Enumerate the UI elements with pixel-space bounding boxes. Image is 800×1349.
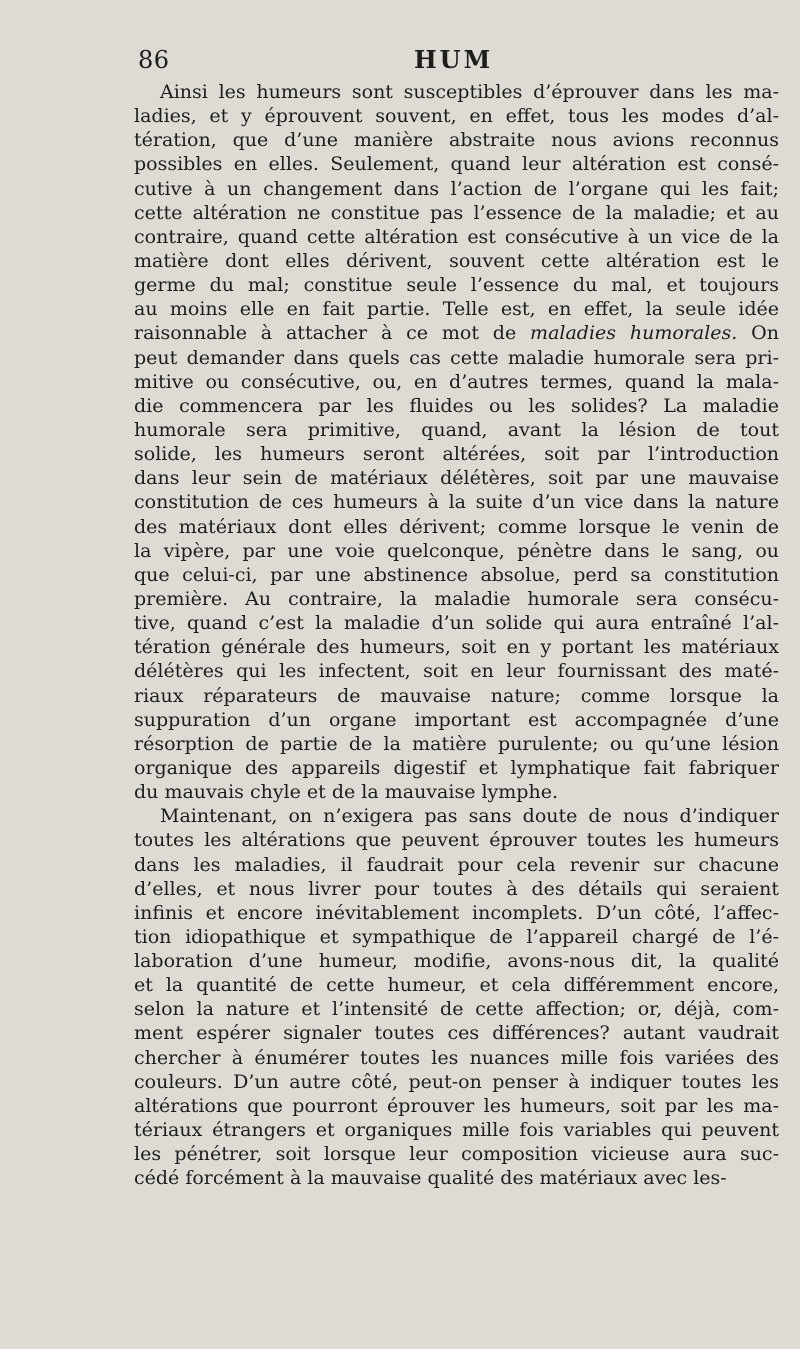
text-line: tération, que d’une manière abstraite nous avions reconnus	[134, 129, 779, 152]
paragraph	[134, 80, 779, 804]
text-line: germe du mal; constitue seule l’essence du mal, et toujours	[134, 274, 779, 297]
text-line: les pénétrer, soit lorsque leur composition vicieuse aura suc-	[134, 1143, 779, 1166]
text-line: d’elles, et nous livrer pour toutes à des détails qui seraient	[134, 877, 779, 900]
text-line: organique des appareils digestif et lymphatique fait fabriquer	[134, 756, 779, 779]
text-line: cutive à un changement dans l’action de l’organe qui les fait;	[134, 177, 779, 200]
text-line: couleurs. D’un autre côté, peut-on penser à indiquer toutes les	[134, 1070, 779, 1093]
text-line: matière dont elles dérivent, souvent cette altération est le	[134, 249, 779, 272]
text-line: cédé forcément à la mauvaise qualité des matériaux avec les-	[134, 1167, 727, 1190]
text-line: toutes les altérations que peuvent éprouver toutes les humeurs	[134, 829, 779, 852]
text-line: cette altération ne constitue pas l’essence de la maladie; et au	[134, 201, 779, 224]
text-line: raisonnable à attacher à ce mot de maladies humorales. On	[134, 322, 779, 345]
text-line: Maintenant, on n’exigera pas sans doute de nous d’indiquer	[160, 805, 779, 828]
text-line: peut demander dans quels cas cette maladie humorale sera pri-	[134, 346, 779, 369]
text-line: des matériaux dont elles dérivent; comme lorsque le venin de	[134, 515, 779, 538]
text-line: la vipère, par une voie quelconque, pénètre dans le sang, ou	[134, 539, 779, 562]
text-line: riaux réparateurs de mauvaise nature; comme lorsque la	[134, 684, 779, 707]
text-line: ladies, et y éprouvent souvent, en effet, tous les modes d’al-	[134, 105, 779, 128]
text-line: dans leur sein de matériaux délétères, soit par une mauvaise	[134, 467, 779, 490]
body-text	[134, 80, 779, 1190]
text-line: et la quantité de cette humeur, et cela différemment encore,	[134, 974, 779, 997]
text-line: du mauvais chyle et de la mauvaise lymphe.	[134, 781, 558, 804]
text-line: résorption de partie de la matière purulente; ou qu’une lésion	[134, 732, 779, 755]
page-number: 86	[138, 46, 170, 74]
text-line: délétères qui les infectent, soit en leur fournissant des maté-	[134, 660, 779, 683]
text-line: altérations que pourront éprouver les humeurs, soit par les ma-	[134, 1094, 779, 1117]
text-line: tion idiopathique et sympathique de l’appareil chargé de l’é-	[134, 925, 779, 948]
text-line: suppuration d’un organe important est accompagnée d’une	[134, 708, 779, 731]
text-line: possibles en elles. Seulement, quand leur altération est consé-	[134, 153, 779, 176]
text-line: infinis et encore inévitablement incomplets. D’un côté, l’affec-	[134, 901, 779, 924]
text-line: contraire, quand cette altération est consécutive à un vice de la	[134, 225, 779, 248]
text-line: dans les maladies, il faudrait pour cela revenir sur chacune	[134, 853, 779, 876]
italic-term: maladies humorales.	[530, 322, 738, 345]
text-line: tération générale des humeurs, soit en y portant les matériaux	[134, 636, 779, 659]
text-line: tériaux étrangers et organiques mille fois variables qui peuvent	[134, 1119, 779, 1142]
text-line: selon la nature et l’intensité de cette affection; or, déjà, com-	[134, 998, 779, 1021]
text-line: ment espérer signaler toutes ces différences? autant vaudrait	[134, 1022, 779, 1045]
paragraph	[134, 804, 779, 1190]
running-head: HUM	[414, 45, 494, 74]
text-line: solide, les humeurs seront altérées, soit par l’introduction	[134, 443, 779, 466]
text-line: que celui-ci, par une abstinence absolue, perd sa constitution	[134, 563, 779, 586]
text-line: mitive ou consécutive, ou, en d’autres termes, quand la mala-	[134, 370, 779, 393]
text-line: tive, quand c’est la maladie d’un solide qui aura entraîné l’al-	[134, 612, 779, 635]
text-line: Ainsi les humeurs sont susceptibles d’éprouver dans les ma-	[160, 81, 779, 103]
text-line: chercher à énumérer toutes les nuances mille fois variées des	[134, 1046, 779, 1069]
text-line: au moins elle en fait partie. Telle est, en effet, la seule idée	[134, 298, 779, 321]
text-line: laboration d’une humeur, modifie, avons-nous dit, la qualité	[134, 950, 779, 973]
page-header	[0, 44, 800, 84]
text-line: humorale sera primitive, quand, avant la lésion de tout	[134, 418, 779, 441]
text-line: constitution de ces humeurs à la suite d’un vice dans la nature	[134, 491, 779, 514]
text-line: die commencera par les fluides ou les solides? La maladie	[134, 394, 779, 417]
text-line: première. Au contraire, la maladie humorale sera consécu-	[134, 587, 779, 610]
